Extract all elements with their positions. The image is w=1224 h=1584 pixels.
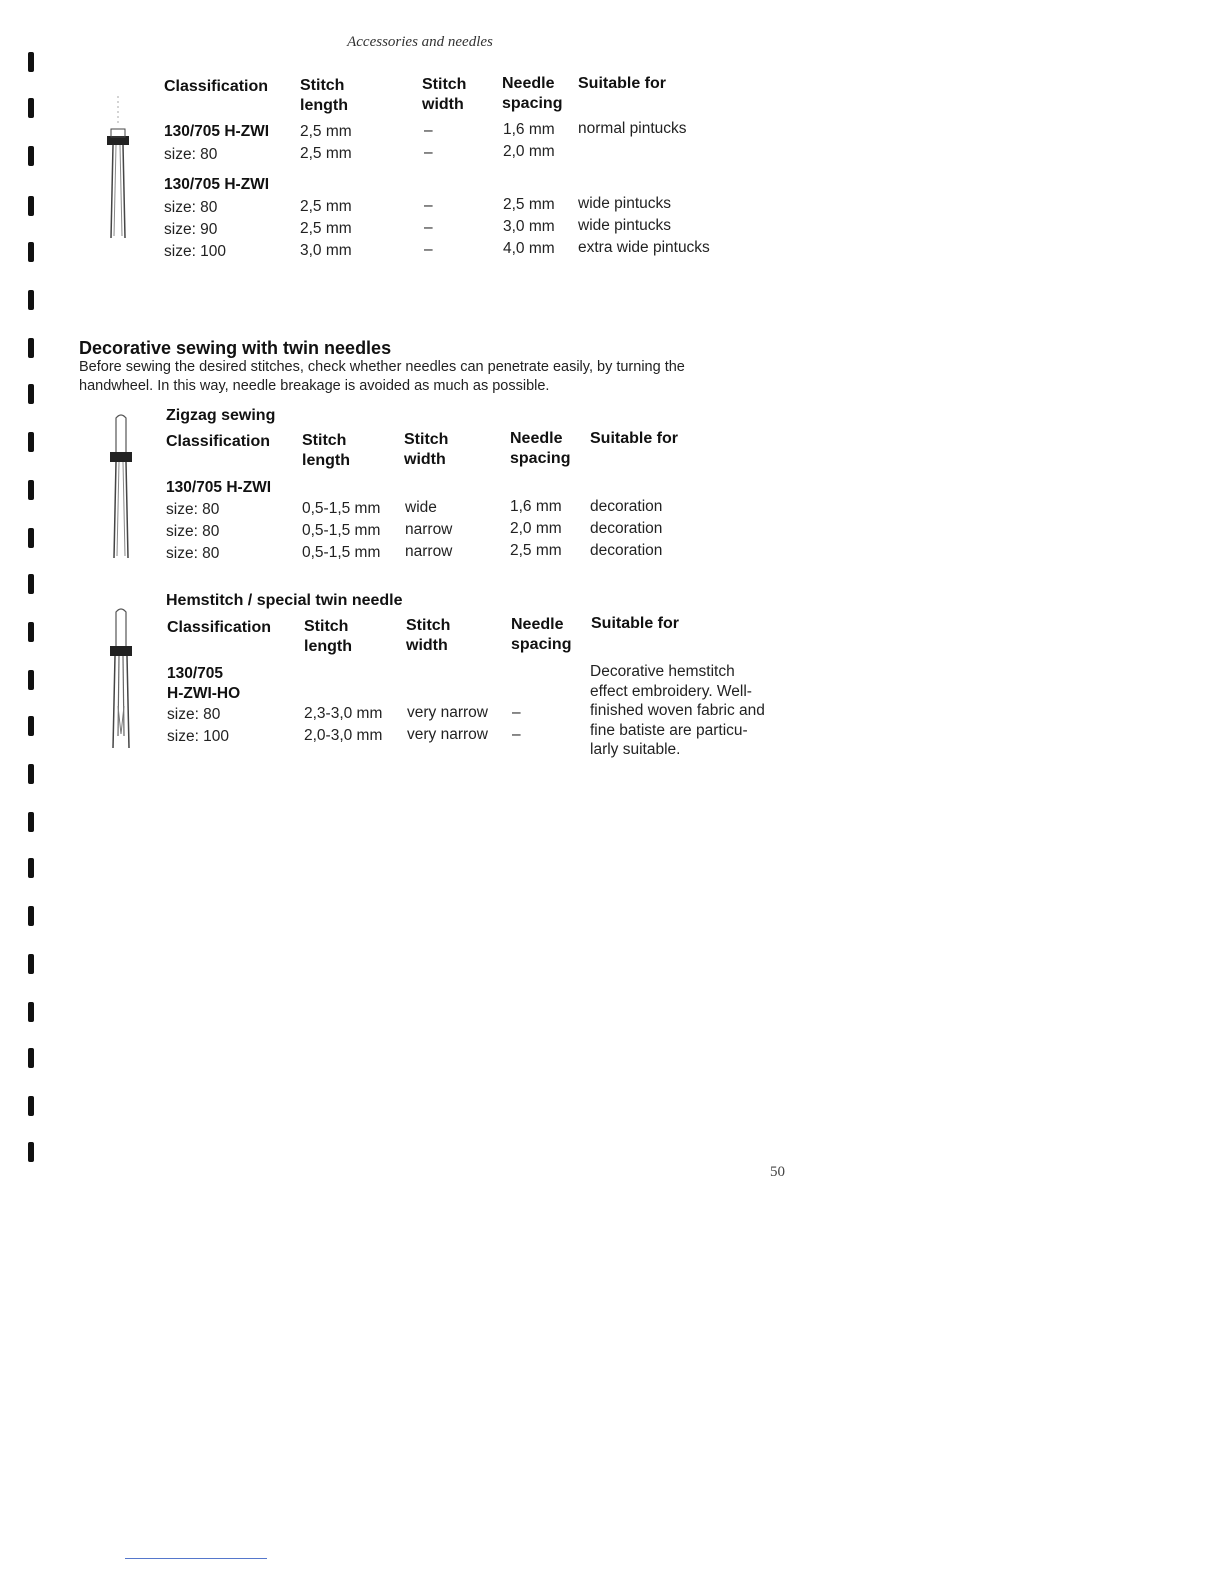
suitable-line: larly suitable. (590, 741, 681, 758)
binder-mark (28, 812, 34, 832)
cell-stitch-length: 2,5 mm (300, 145, 352, 162)
cell-suitable-for: decoration (590, 542, 663, 559)
cell-classification: 130/705 H-ZWI (166, 479, 272, 496)
cell-suitable-for (590, 662, 790, 760)
header-text: spacing (511, 636, 572, 653)
header-stitch-width (406, 616, 450, 656)
header-needle-spacing (502, 74, 562, 114)
binder-mark (28, 1096, 34, 1116)
header-text: Stitch (404, 431, 449, 448)
binder-mark (28, 52, 34, 72)
binder-mark (28, 954, 34, 974)
cell-suitable-for: decoration (590, 520, 663, 537)
header-classification: Classification (164, 78, 269, 95)
binder-mark (28, 858, 34, 878)
binder-mark (28, 384, 34, 404)
cell-stitch-length: 3,0 mm (300, 242, 352, 259)
cell-classification: 130/705 H-ZWI (164, 123, 270, 140)
header-text: Stitch (304, 618, 349, 635)
intro-text (79, 358, 779, 396)
cell-needle-spacing: 2,5 mm (510, 542, 562, 559)
header-text: width (404, 451, 446, 468)
header-suitable-for: Suitable for (578, 75, 667, 92)
cell-classification: 130/705 H-ZWI (164, 176, 270, 193)
header-text: Stitch (300, 77, 345, 94)
header-classification: Classification (167, 619, 272, 636)
binder-mark (28, 622, 34, 642)
header-stitch-width (422, 75, 466, 115)
header-stitch-length (304, 617, 352, 657)
header-text: Stitch (422, 76, 467, 93)
cell-stitch-width: narrow (405, 521, 453, 538)
twin-needle-illustration (106, 412, 136, 562)
header-text: length (304, 638, 352, 655)
cell-needle-spacing: 1,6 mm (510, 498, 562, 515)
subsection-title: Zigzag sewing (166, 407, 276, 424)
binder-mark (28, 480, 34, 500)
header-text: Stitch (406, 617, 451, 634)
binder-mark (28, 764, 34, 784)
cell-classification: size: 80 (164, 146, 218, 163)
subsection-title: Hemstitch / special twin needle (166, 592, 403, 609)
header-classification: Classification (166, 433, 271, 450)
cell-needle-spacing: 2,5 mm (503, 196, 555, 213)
header-stitch-length (302, 431, 350, 471)
cell-stitch-width: – (424, 241, 433, 258)
cell-needle-spacing: 1,6 mm (503, 121, 555, 138)
suitable-line: effect embroidery. Well- (590, 682, 752, 700)
suitable-line: fine batiste are particu- (590, 721, 748, 739)
cell-needle-spacing: 3,0 mm (503, 218, 555, 235)
cell-classification: size: 80 (167, 706, 221, 723)
binder-mark (28, 432, 34, 452)
cell-needle-spacing: 4,0 mm (503, 240, 555, 257)
cell-suitable-for: normal pintucks (578, 120, 687, 137)
binder-mark (28, 196, 34, 216)
cell-classification (167, 664, 240, 704)
header-text: Stitch (302, 432, 347, 449)
cell-suitable-for: decoration (590, 498, 663, 515)
cell-stitch-length: 2,5 mm (300, 198, 352, 215)
intro-line: handwheel. In this way, needle breakage is avoided as much as possible. (79, 378, 550, 394)
page-number: 50 (770, 1164, 785, 1180)
twin-needle-illustration (103, 96, 133, 246)
header-text: Needle (511, 616, 564, 633)
header-text: length (302, 452, 350, 469)
cell-stitch-width: very narrow (407, 726, 488, 743)
cell-suitable-for: wide pintucks (578, 217, 672, 234)
binder-mark (28, 146, 34, 166)
cell-classification: size: 80 (166, 545, 220, 562)
cell-stitch-width: – (424, 219, 433, 236)
section-title: Decorative sewing with twin needles (79, 338, 392, 358)
suitable-line: finished woven fabric and (590, 702, 765, 719)
cell-stitch-length: 2,5 mm (300, 123, 352, 140)
cell-needle-spacing: 2,0 mm (503, 143, 555, 160)
cell-needle-spacing: – (512, 704, 521, 721)
header-stitch-width (404, 430, 448, 470)
binder-mark (28, 906, 34, 926)
cell-classification: size: 80 (166, 523, 220, 540)
cell-needle-spacing: 2,0 mm (510, 520, 562, 537)
binder-mark (28, 574, 34, 594)
cell-stitch-width: – (424, 144, 433, 161)
cell-classification: size: 100 (167, 728, 230, 745)
binder-mark (28, 290, 34, 310)
header-text: spacing (510, 450, 571, 467)
binder-mark (28, 528, 34, 548)
cell-stitch-width: – (424, 197, 433, 214)
header-text: width (422, 96, 464, 113)
running-header: Accessories and needles (347, 34, 493, 50)
header-text: Needle (502, 75, 555, 92)
cell-suitable-for: extra wide pintucks (578, 239, 710, 256)
intro-line: Before sewing the desired stitches, check whether needles can penetrate easily, by turning the (79, 359, 685, 375)
cell-stitch-width: wide (405, 499, 437, 516)
cell-needle-spacing: – (512, 726, 521, 743)
cell-stitch-length: 2,0-3,0 mm (304, 727, 383, 744)
suitable-line: Decorative hemstitch (590, 663, 735, 680)
cell-stitch-length: 2,3-3,0 mm (304, 705, 383, 722)
classification-line: H-ZWI-HO (167, 685, 241, 702)
cell-stitch-width: very narrow (407, 704, 488, 721)
hemstitch-needle-illustration (106, 606, 136, 752)
binder-mark (28, 1002, 34, 1022)
footer-rule (125, 1558, 267, 1559)
binder-mark (28, 716, 34, 736)
classification-line: 130/705 (167, 665, 224, 682)
header-text: spacing (502, 95, 563, 112)
cell-stitch-length: 0,5-1,5 mm (302, 544, 381, 561)
cell-stitch-length: 2,5 mm (300, 220, 352, 237)
cell-classification: size: 90 (164, 221, 218, 238)
cell-stitch-length: 0,5-1,5 mm (302, 500, 381, 517)
header-needle-spacing (511, 615, 571, 655)
binder-mark (28, 242, 34, 262)
cell-classification: size: 100 (164, 243, 227, 260)
binder-mark (28, 670, 34, 690)
binder-mark (28, 1142, 34, 1162)
header-suitable-for: Suitable for (591, 615, 680, 632)
header-stitch-length (300, 76, 348, 116)
cell-classification: size: 80 (164, 199, 218, 216)
cell-classification: size: 80 (166, 501, 220, 518)
binder-mark (28, 338, 34, 358)
cell-stitch-length: 0,5-1,5 mm (302, 522, 381, 539)
cell-stitch-width: narrow (405, 543, 453, 560)
binder-mark (28, 1048, 34, 1068)
binder-mark (28, 98, 34, 118)
header-suitable-for: Suitable for (590, 430, 679, 447)
header-text: length (300, 97, 348, 114)
cell-stitch-width: – (424, 122, 433, 139)
cell-suitable-for: wide pintucks (578, 195, 672, 212)
header-text: Needle (510, 430, 563, 447)
header-needle-spacing (510, 429, 570, 469)
header-text: width (406, 637, 448, 654)
